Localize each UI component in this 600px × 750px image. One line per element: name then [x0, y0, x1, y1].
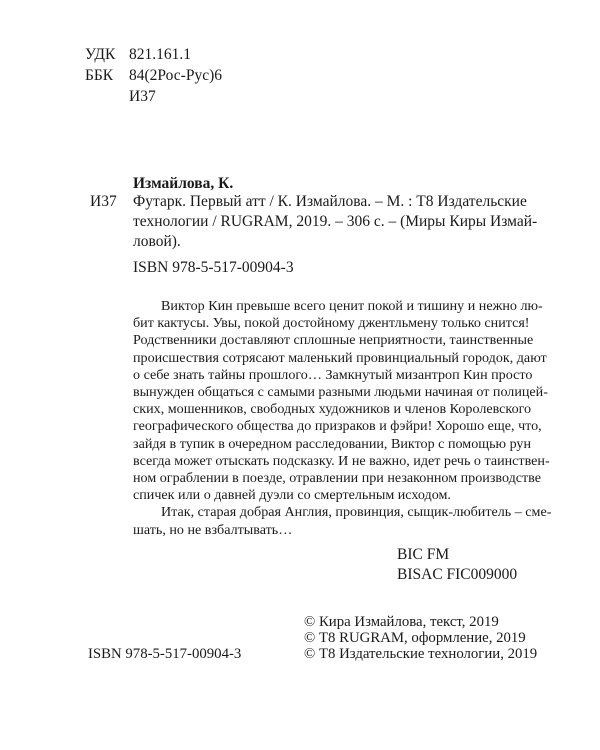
classification-author-mark: И37 — [129, 88, 156, 105]
annotation-line: всегда может отыскать подсказку. И не важно, идет речь о таинствен- — [133, 452, 550, 469]
bisac-code: BISAC FIC009000 — [397, 566, 518, 583]
annotation-line: зайдя в тупик в очередном расследовании, Виктор с помощью рун — [133, 435, 532, 452]
udk-value: 821.161.1 — [129, 46, 191, 63]
copyright-line: © Т8 RUGRAM, оформление, 2019 — [304, 630, 526, 646]
bbk-line — [85, 67, 222, 85]
annotation-line: Виктор Кин превыше всего ценит покой и тишину и нежно лю- — [161, 298, 543, 314]
annotation-line: Итак, старая добрая Англия, провинция, сыщик-любитель – сме- — [161, 504, 552, 521]
copyright-line: © Т8 Издательские технологии, 2019 — [304, 646, 538, 662]
annotation-line: ном ограблении в поезде, отравлении при незаконном производстве — [133, 470, 541, 487]
description-line-1: Футарк. Первый атт / К. Измайлова. – М. : Т8 Издательские — [133, 193, 527, 210]
annotation-line: ских, мошенников, свободных художников и членов Королевского — [133, 401, 532, 418]
annotation-line: географического общества до призраков и фэйри! Хорошо еще, что, — [133, 418, 542, 435]
bbk-value: 84(2Рос-Рус)6 — [129, 67, 222, 84]
description-line-2: технологии / RUGRAM, 2019. – 306 с. – (Миры Киры Измай- — [133, 213, 538, 230]
annotation-line: происшествия сотрясают маленький провинциальный городок, дают — [133, 349, 547, 366]
description-line-3: ловой). — [133, 233, 181, 250]
catalog-isbn: ISBN 978-5-517-00904-3 — [133, 259, 294, 276]
catalog-author-mark: И37 — [90, 193, 117, 210]
annotation-line: Родственники доставляют сплошные неприятности, таинственные — [133, 332, 534, 349]
annotation-line: спичек или о давней дуэли со смертельным исходом. — [133, 487, 451, 504]
author-heading: Измайлова, К. — [133, 175, 234, 192]
annotation-line: о себе знать тайны прошлого… Замкнутый мизантроп Кин просто — [133, 366, 533, 383]
bic-code: BIC FM — [397, 546, 450, 563]
bbk-label: ББК — [85, 67, 114, 84]
annotation-line: вынужден общаться с самыми разными людьми начиная от полицей- — [133, 384, 548, 401]
footer-isbn: ISBN 978-5-517-00904-3 — [88, 646, 242, 662]
annotation-line: бит кактусы. Увы, покой достойному джентльмену только снится! — [133, 315, 530, 332]
annotation-line: шать, но не взбалтывать… — [133, 521, 293, 538]
udk-line — [85, 46, 191, 64]
annotation — [133, 298, 552, 539]
udk-label: УДК — [85, 46, 116, 63]
copyright-line: © Кира Измайлова, текст, 2019 — [304, 614, 499, 630]
